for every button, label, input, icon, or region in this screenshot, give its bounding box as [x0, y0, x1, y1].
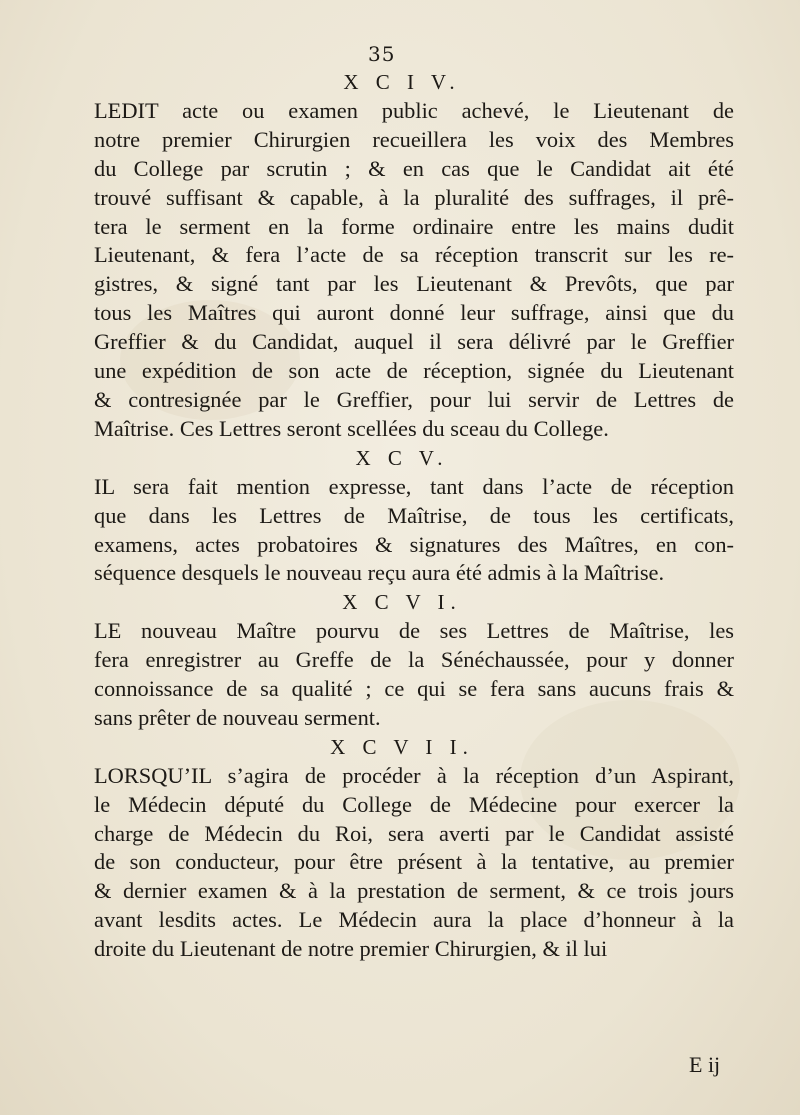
text-line: tous les Maîtres qui auront donné leur suffrage, ainsi que du — [94, 300, 734, 326]
article-paragraph — [72, 617, 734, 733]
text-line: droite du Lieutenant de notre premier Chirurgien, & il lui — [94, 936, 608, 962]
text-line: notre premier Chirurgien recueillera les voix des Membres — [94, 126, 734, 152]
article-numeral: X C V I. — [342, 590, 462, 615]
text-line: sans prêter de nouveau serment. — [94, 704, 381, 730]
text-line: LORSQU’IL s’agira de procéder à la réception d’un Aspirant, — [94, 762, 734, 788]
text-line: de son conducteur, pour être présent à la tentative, au premier — [94, 849, 734, 875]
text-line: & dernier examen & à la prestation de serment, & ce trois jours — [94, 878, 734, 904]
article-numeral: X C V. — [355, 445, 449, 470]
text-line: Greffier & du Candidat, auquel il sera délivré par le Greffier — [94, 329, 734, 355]
text-line: LE nouveau Maître pourvu de ses Lettres de Maîtrise, les — [94, 618, 734, 644]
text-line: LEDIT acte ou examen public achevé, le Lieutenant de — [94, 97, 734, 123]
text-line: séquence desquels le nouveau reçu aura été admis à la Maîtrise. — [94, 560, 665, 586]
text-line: une expédition de son acte de réception, signée du Lieutenant — [94, 358, 734, 384]
text-line: avant lesdits actes. Le Médecin aura la place d’honneur à la — [94, 907, 734, 933]
article-numeral: X C I V. — [343, 70, 461, 94]
text-line: tera le serment en la forme ordinaire entre les mains dudit — [94, 213, 734, 239]
text-line: gistres, & signé tant par les Lieutenant & Prevôts, que par — [94, 271, 734, 297]
text-line: trouvé suffisant & capable, à la pluralité des suffrages, il prê- — [94, 184, 734, 210]
text-line: IL sera fait mention expresse, tant dans l’acte de réception — [94, 473, 734, 499]
article-paragraph — [72, 762, 734, 964]
text-line: le Médecin député du College de Médecine pour exercer la — [94, 791, 734, 817]
article-numeral: X C V I I. — [330, 734, 474, 759]
page-number: 35 — [368, 42, 396, 66]
text-line: connoissance de sa qualité ; ce qui se fera sans aucuns frais & — [94, 676, 734, 702]
text-line: & contresignée par le Greffier, pour lui servir de Lettres de — [94, 386, 734, 412]
article-paragraph — [72, 473, 734, 589]
text-line: charge de Médecin du Roi, sera averti par le Candidat assisté — [94, 820, 734, 846]
text-line: Lieutenant, & fera l’acte de sa réception transcrit sur les re- — [94, 242, 734, 268]
article-text — [72, 68, 734, 964]
text-line: fera enregistrer au Greffe de la Sénéchaussée, pour y donner — [94, 647, 734, 673]
text-line: examens, actes probatoires & signatures des Maîtres, en con- — [94, 531, 734, 557]
signature-mark: E ij — [689, 1052, 721, 1077]
text-line: Maîtrise. Ces Lettres seront scellées du sceau du College. — [94, 415, 609, 441]
text-line: que dans les Lettres de Maîtrise, de tous les certificats, — [94, 502, 734, 528]
text-line: du College par scrutin ; & en cas que le Candidat ait été — [94, 155, 734, 181]
article-paragraph — [72, 97, 734, 444]
